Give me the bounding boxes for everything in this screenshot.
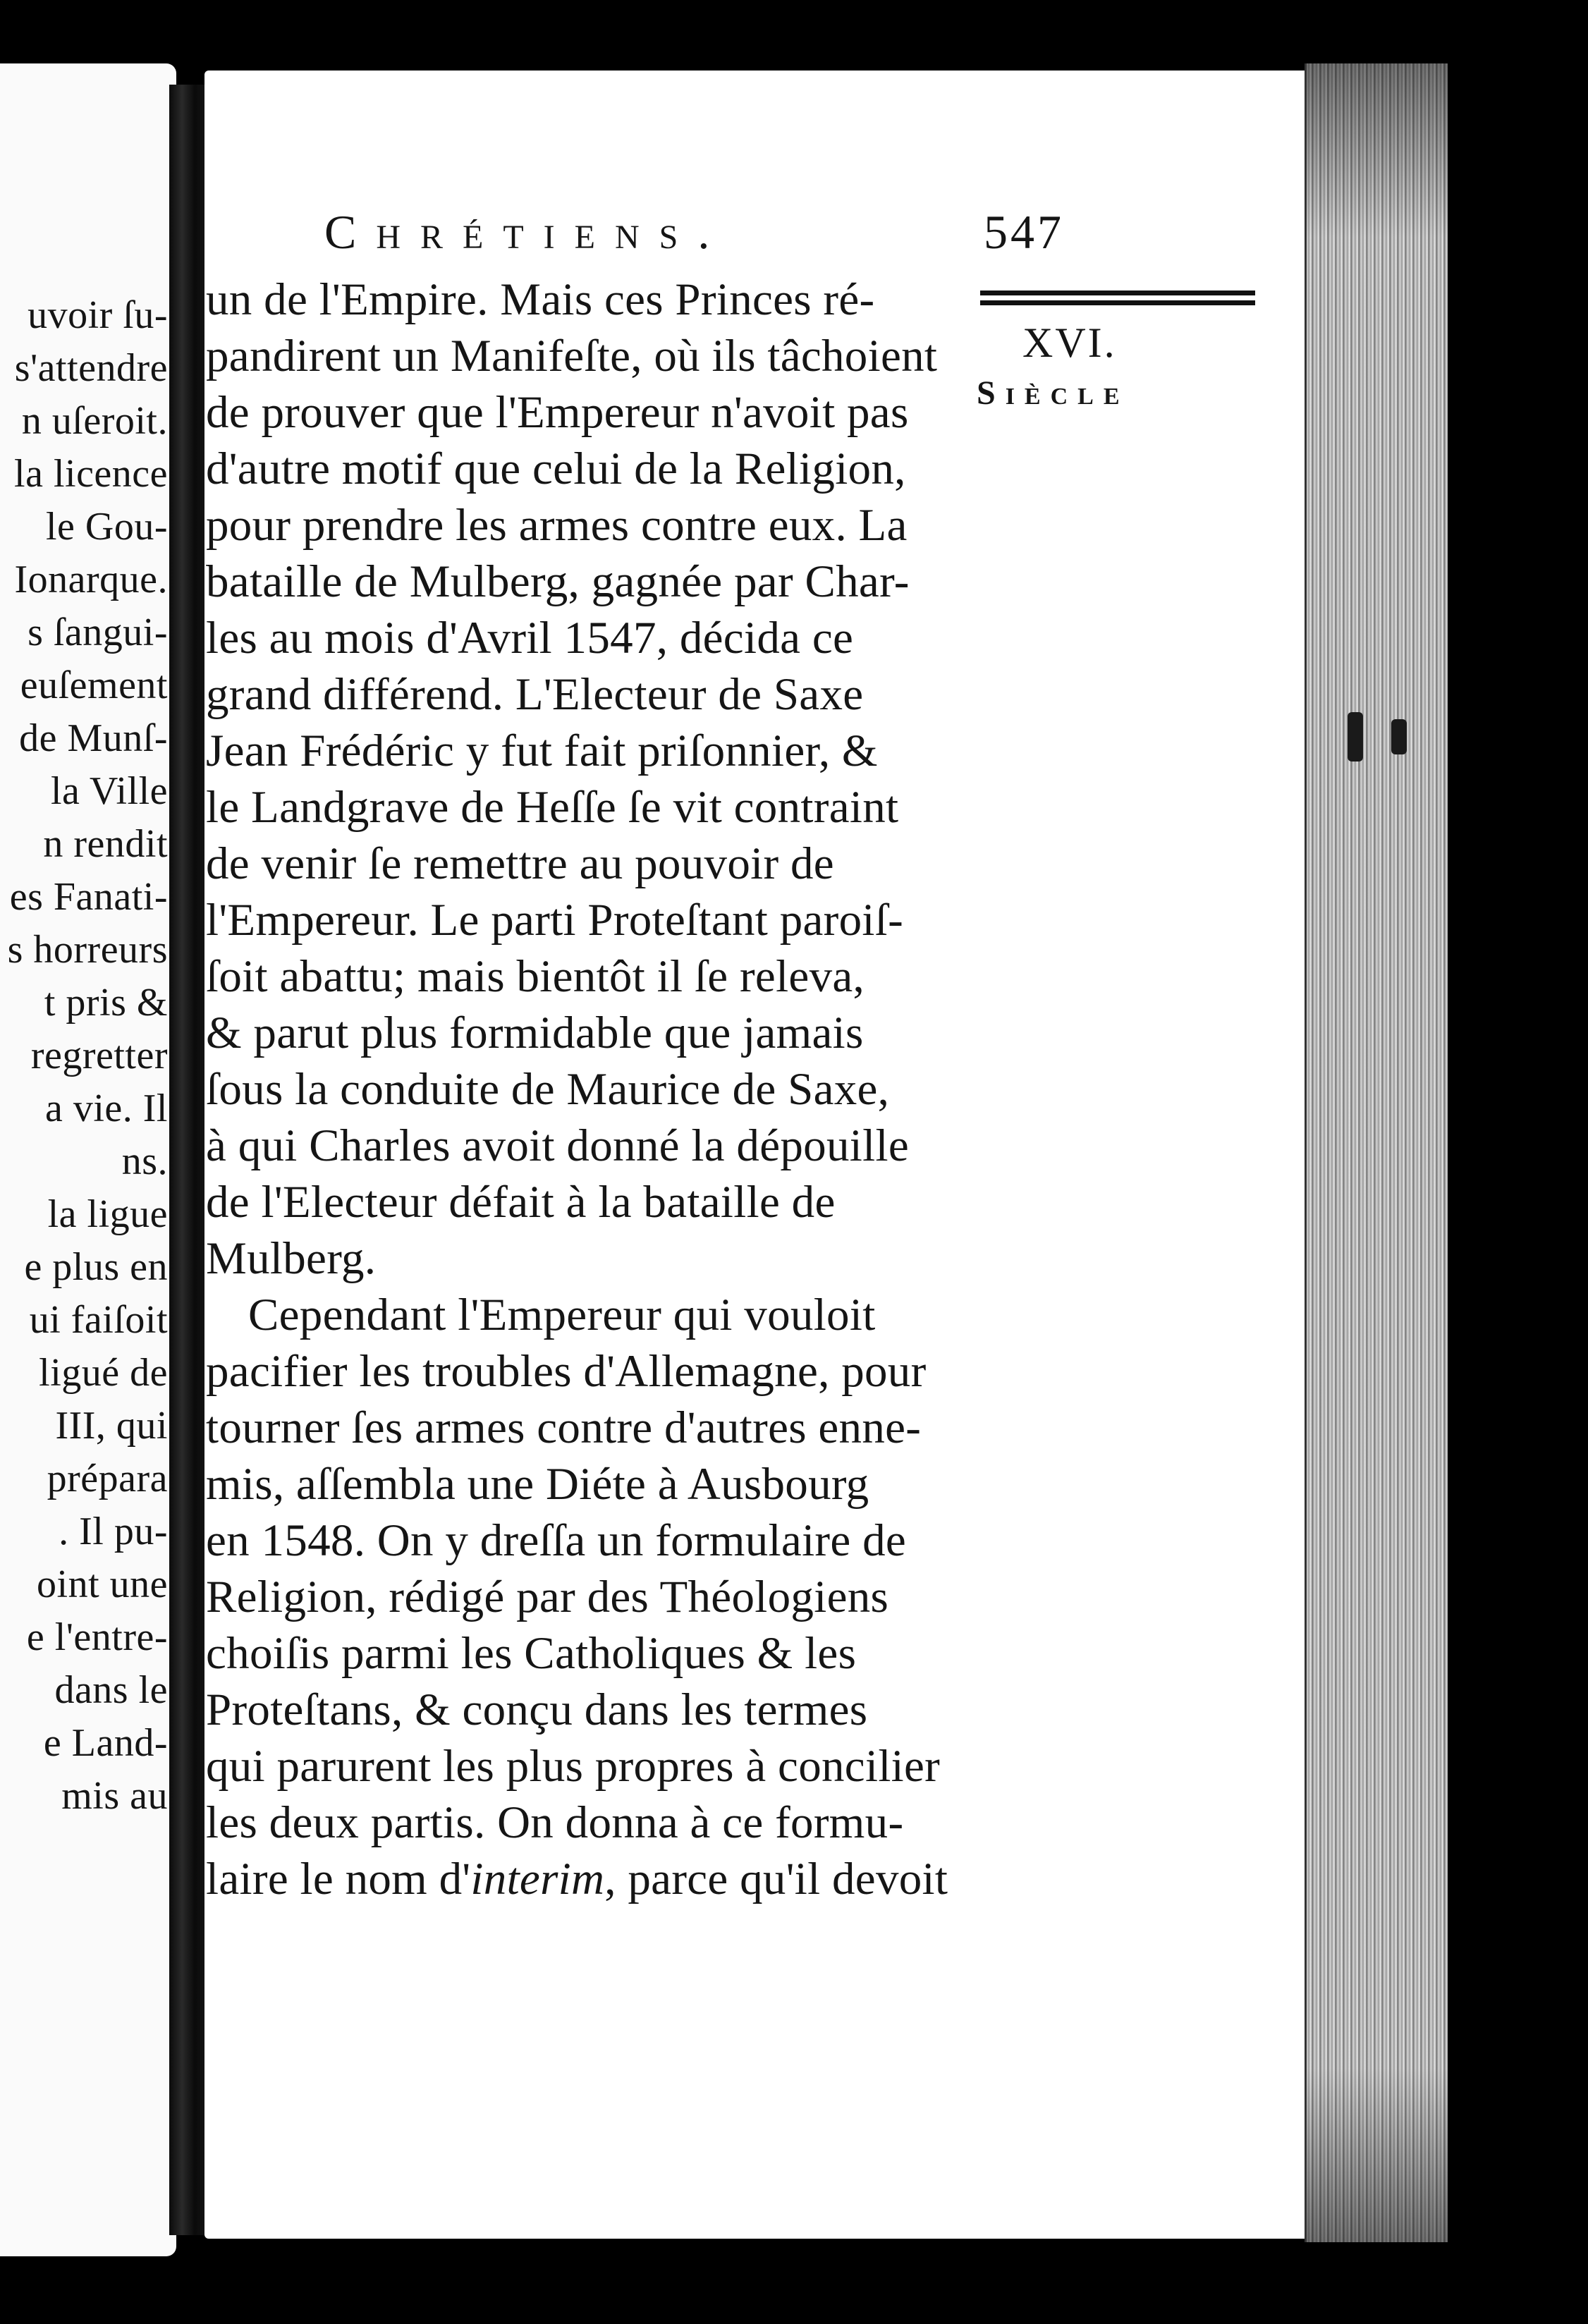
text-line: Jean Frédéric y fut fait priſonnier, & [206,726,878,776]
left-text-line: es Fanati- [9,875,168,919]
running-title: Chrétiens. [324,205,730,259]
text-line: les deux partis. On donna à ce formu- [206,1797,904,1848]
text-fragment: laire le nom d' [206,1854,471,1904]
text-line: les au mois d'Avril 1547, décida ce [206,613,854,663]
left-text-line: euſement [20,663,168,707]
text-line: de venir ſe remettre au pouvoir de [206,838,834,889]
margin-label: Siècle [977,374,1130,412]
left-text-line: n rendit [43,822,168,866]
left-text-line: la licence [14,452,168,496]
text-line: & parut plus formidable que jamais [206,1008,864,1058]
left-facing-page [0,63,176,2256]
text-line: d'autre motif que celui de la Religion, [206,444,906,494]
left-text-line: s horreurs [7,928,168,972]
left-text-line: . Il pu- [59,1510,168,1553]
text-line: en 1548. On y dreſſa un formulaire de [206,1515,907,1566]
text-line: à qui Charles avoit donné la dépouille [206,1120,909,1171]
left-text-line: ligué de [39,1351,168,1395]
text-line: de prouver que l'Empereur n'avoit pas [206,387,909,438]
text-line: ſoit abattu; mais bientôt il ſe releva, [206,951,865,1002]
text-line: qui parurent les plus propres à concilier [206,1741,941,1792]
left-text-line: s'attendre [14,346,168,390]
left-page-text [8,289,168,1823]
left-text-line: III, qui [55,1404,168,1448]
left-text-line: la Ville [50,769,168,813]
left-text-line: t pris & [44,981,168,1025]
left-text-line: dans le [54,1668,168,1712]
left-text-line: e Land- [43,1721,168,1765]
page-number: 547 [984,205,1064,259]
text-line: un de l'Empire. Mais ces Princes ré- [206,274,875,325]
left-text-line: uvoir ſu- [28,293,168,337]
edge-shadow [1307,63,1448,2242]
left-text-line: la ligue [47,1192,168,1236]
text-line: Proteſtans, & conçu dans les termes [206,1684,868,1735]
italic-term: interim [470,1854,605,1904]
text-line: Cependant l'Empereur qui vouloit [248,1290,876,1340]
left-text-line: a vie. Il [45,1087,168,1130]
body-text [206,271,1038,1907]
left-text-line: s ſangui- [28,611,168,654]
text-line: pour prendre les armes contre eux. La [206,500,908,551]
margin-century: XVI. [1022,319,1117,366]
text-line: tourner ſes armes contre d'autres enne- [206,1402,922,1453]
text-line-last [206,1851,1038,1907]
left-text-line: e plus en [24,1245,168,1289]
left-text-line: ns. [121,1139,168,1183]
left-text-line: e l'entre- [26,1615,168,1659]
text-line: choiſis parmi les Catholiques & les [206,1628,857,1679]
text-line: pacifier les troubles d'Allemagne, pour [206,1346,927,1397]
left-text-line: Ionarque. [14,558,168,601]
text-fragment: , parce qu'il devoit [604,1854,948,1904]
left-text-line: n uſeroit. [21,399,168,443]
right-page [204,71,1305,2239]
text-line: le Landgrave de Heſſe ſe vit contraint [206,782,899,833]
text-line: bataille de Mulberg, gagnée par Char- [206,556,910,607]
left-text-line: mis au [61,1774,168,1818]
text-line: Mulberg. [206,1233,377,1284]
text-line: l'Empereur. Le parti Proteſtant paroiſ- [206,895,904,946]
left-text-line: de Munſ- [19,716,168,760]
left-text-line: regretter [30,1034,168,1077]
text-line: mis, aſſembla une Diéte à Ausbourg [206,1459,869,1510]
text-line: ſous la conduite de Maurice de Saxe, [206,1064,890,1115]
text-line: Religion, rédigé par des Théologiens [206,1572,889,1622]
text-line: pandirent un Manifeſte, où ils tâchoient [206,331,938,381]
ink-mark [1391,719,1407,754]
page-edge-stack [1305,63,1448,2242]
running-head [324,204,1171,268]
left-text-line: ui faiſoit [29,1298,168,1342]
left-text-line: le Gou- [45,505,168,549]
left-text-line: prépara [47,1457,168,1500]
book-gutter [169,85,206,2235]
text-line: grand différend. L'Electeur de Saxe [206,669,864,720]
ink-mark [1348,712,1363,762]
text-line: de l'Electeur défait à la bataille de [206,1177,836,1228]
left-text-line: oint une [37,1562,168,1606]
